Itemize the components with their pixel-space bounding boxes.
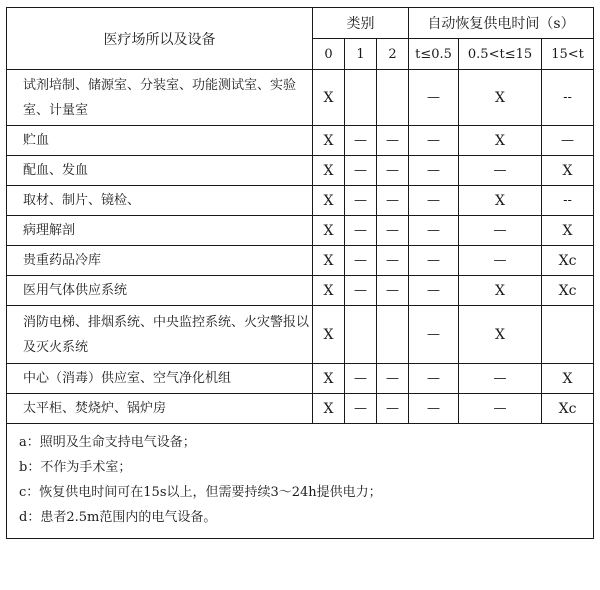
facility-name: 消防电梯、排烟系统、中央监控系统、火灾警报以及灭火系统	[7, 306, 313, 364]
facility-name: 医用气体供应系统	[7, 276, 313, 306]
table-cell: --	[542, 186, 594, 216]
table-cell: X	[313, 216, 345, 246]
table-cell: —	[459, 394, 542, 424]
header-category-0: 0	[313, 39, 345, 70]
facility-name: 试剂培制、储源室、分装室、功能测试室、实验室、计量室	[7, 70, 313, 126]
table-cell: —	[409, 126, 459, 156]
table-cell: —	[377, 246, 409, 276]
table-cell: —	[345, 276, 377, 306]
table-cell	[345, 306, 377, 364]
table-cell: X	[313, 394, 345, 424]
table-cell: X	[313, 246, 345, 276]
table-cell: X	[313, 186, 345, 216]
header-time-1: t≤0.5	[409, 39, 459, 70]
header-row-1	[7, 8, 594, 39]
table-cell: X	[459, 126, 542, 156]
table-cell: Xc	[542, 246, 594, 276]
note-b: b：不作为手术室；	[19, 460, 132, 475]
table-cell: —	[409, 246, 459, 276]
table-row	[7, 276, 594, 306]
table-cell: X	[313, 156, 345, 186]
table-cell: —	[377, 394, 409, 424]
note-c: c：恢复供电时间可在15s以上，但需要持续3～24h提供电力；	[19, 485, 382, 500]
header-time-3: 15<t	[542, 39, 594, 70]
table-cell: —	[345, 364, 377, 394]
table-cell: —	[542, 126, 594, 156]
note-a: a：照明及生命支持电气设备；	[19, 435, 196, 450]
table-row	[7, 246, 594, 276]
table-row	[7, 186, 594, 216]
header-time-2: 0.5<t≤15	[459, 39, 542, 70]
facility-name: 病理解剖	[7, 216, 313, 246]
table-cell: —	[459, 156, 542, 186]
table-cell: —	[377, 126, 409, 156]
facility-name: 太平柜、焚烧炉、锅炉房	[7, 394, 313, 424]
table-row	[7, 394, 594, 424]
table-cell	[377, 306, 409, 364]
table-cell	[377, 70, 409, 126]
table-cell: —	[409, 394, 459, 424]
header-category-1: 1	[345, 39, 377, 70]
header-facility: 医疗场所以及设备	[7, 8, 313, 70]
notes-cell	[7, 424, 594, 539]
table-cell: —	[409, 364, 459, 394]
table-row	[7, 126, 594, 156]
table-cell: —	[409, 216, 459, 246]
table-cell: —	[459, 246, 542, 276]
table-cell: —	[377, 156, 409, 186]
facility-name: 贮血	[7, 126, 313, 156]
table-row	[7, 306, 594, 364]
table-row	[7, 70, 594, 126]
facility-name: 中心（消毒）供应室、空气净化机组	[7, 364, 313, 394]
facility-name: 配血、发血	[7, 156, 313, 186]
table-row	[7, 364, 594, 394]
table-cell: —	[345, 246, 377, 276]
header-switchover-time: 自动恢复供电时间（s）	[409, 8, 594, 39]
table-cell: X	[542, 364, 594, 394]
table-cell: —	[409, 306, 459, 364]
facility-name: 贵重药品冷库	[7, 246, 313, 276]
table-cell: —	[345, 126, 377, 156]
table-cell: —	[345, 216, 377, 246]
table-cell: —	[345, 394, 377, 424]
table-cell: X	[313, 276, 345, 306]
table-cell: X	[542, 216, 594, 246]
table-cell: —	[409, 276, 459, 306]
table-cell: Xc	[542, 394, 594, 424]
table-cell	[542, 306, 594, 364]
facility-power-table	[6, 7, 594, 539]
table-cell: —	[345, 186, 377, 216]
table-cell: X	[542, 156, 594, 186]
table-cell: —	[377, 216, 409, 246]
document	[6, 7, 593, 539]
header-category-2: 2	[377, 39, 409, 70]
table-cell	[345, 70, 377, 126]
table-cell: —	[459, 216, 542, 246]
table-cell: —	[377, 276, 409, 306]
table-cell: X	[313, 306, 345, 364]
table-cell: X	[459, 70, 542, 126]
table-row	[7, 216, 594, 246]
facility-name: 取材、制片、镜检、	[7, 186, 313, 216]
table-cell: X	[459, 186, 542, 216]
header-category: 类别	[313, 8, 409, 39]
table-cell: —	[345, 156, 377, 186]
table-cell: —	[409, 186, 459, 216]
note-d: d：患者2.5m范围内的电气设备。	[19, 510, 217, 525]
table-cell: X	[313, 364, 345, 394]
table-cell: —	[409, 70, 459, 126]
table-cell: X	[459, 276, 542, 306]
table-cell: X	[313, 70, 345, 126]
table-cell: —	[377, 364, 409, 394]
table-cell: Xc	[542, 276, 594, 306]
table-cell: —	[409, 156, 459, 186]
table-cell: —	[459, 364, 542, 394]
notes-row	[7, 424, 594, 539]
table-cell: X	[313, 126, 345, 156]
table-cell: X	[459, 306, 542, 364]
table-row	[7, 156, 594, 186]
table-cell: —	[377, 186, 409, 216]
table-cell: --	[542, 70, 594, 126]
